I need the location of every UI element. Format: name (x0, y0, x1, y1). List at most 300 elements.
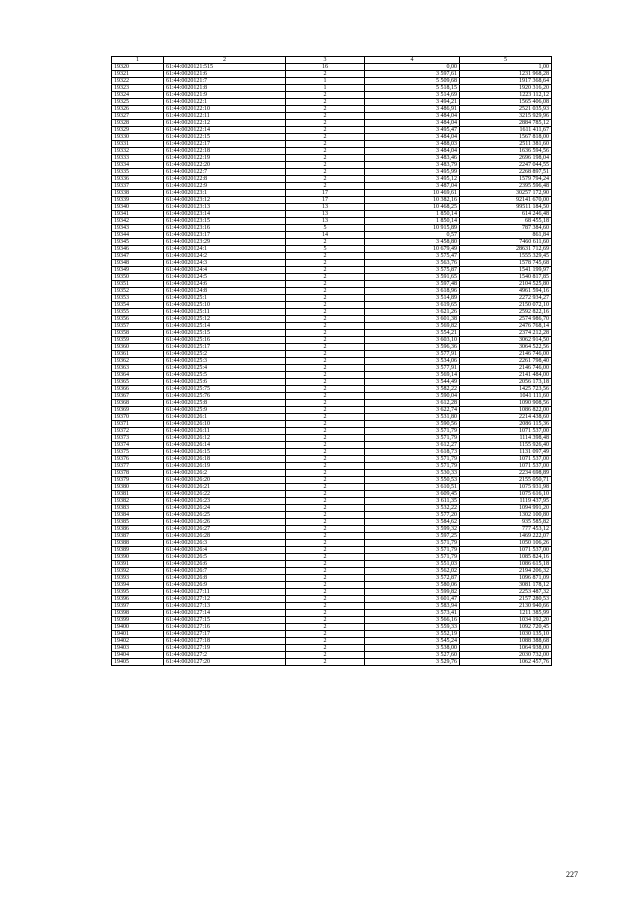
table-row (112, 141, 552, 148)
type-code-cell: 5 (286, 225, 365, 232)
table-row (112, 575, 552, 582)
type-code-cell: 2 (286, 148, 365, 155)
header-row (112, 57, 552, 64)
area-cell: 3 577,91 (365, 351, 460, 358)
table-row (112, 134, 552, 141)
value-cell: 1302 100,80 (460, 512, 552, 519)
value-cell: 1636 594,56 (460, 148, 552, 155)
table-row (112, 547, 552, 554)
type-code-cell: 2 (286, 351, 365, 358)
type-code-cell: 2 (286, 372, 365, 379)
type-code-cell: 2 (286, 344, 365, 351)
table-row (112, 309, 552, 316)
row-number-cell: 19387 (112, 533, 164, 540)
row-number-cell: 19350 (112, 274, 164, 281)
type-code-cell: 2 (286, 106, 365, 113)
area-cell: 3 569,14 (365, 372, 460, 379)
value-cell: 2253 487,32 (460, 589, 552, 596)
cadastral-number-cell: 61:44:0020122:10 (164, 106, 286, 113)
area-cell: 3 494,21 (365, 99, 460, 106)
row-number-cell: 19329 (112, 127, 164, 134)
cadastral-number-cell: 61:44:0020122:11 (164, 113, 286, 120)
row-number-cell: 19361 (112, 351, 164, 358)
value-cell: 2884 785,12 (460, 120, 552, 127)
cadastral-number-cell: 61:44:0020127:11 (164, 589, 286, 596)
table-row (112, 421, 552, 428)
area-cell: 0,57 (365, 232, 460, 239)
row-number-cell: 19328 (112, 120, 164, 127)
type-code-cell: 13 (286, 211, 365, 218)
row-number-cell: 19400 (112, 624, 164, 631)
table-row (112, 183, 552, 190)
row-number-cell: 19360 (112, 344, 164, 351)
table-row (112, 295, 552, 302)
value-cell: 1567 818,00 (460, 134, 552, 141)
table-row (112, 638, 552, 645)
area-cell: 3 571,79 (365, 428, 460, 435)
cadastral-number-cell: 61:44:0020126:18 (164, 456, 286, 463)
row-number-cell: 19353 (112, 295, 164, 302)
area-cell: 3 534,06 (365, 358, 460, 365)
type-code-cell: 17 (286, 190, 365, 197)
row-number-cell: 19391 (112, 561, 164, 568)
row-number-cell: 19324 (112, 92, 164, 99)
type-code-cell: 2 (286, 645, 365, 652)
area-cell: 3 551,03 (365, 561, 460, 568)
row-number-cell: 19335 (112, 169, 164, 176)
page-number: 227 (566, 870, 578, 879)
value-cell: 935 585,82 (460, 519, 552, 526)
table-row (112, 148, 552, 155)
value-cell: 2086 115,36 (460, 421, 552, 428)
cadastral-number-cell: 61:44:0020126:14 (164, 442, 286, 449)
row-number-cell: 19389 (112, 547, 164, 554)
table-row (112, 624, 552, 631)
value-cell: 2247 044,55 (460, 162, 552, 169)
area-cell: 3 552,19 (365, 631, 460, 638)
value-cell: 1062 457,76 (460, 659, 552, 666)
value-cell: 1425 723,56 (460, 386, 552, 393)
column-header: 4 (365, 57, 460, 64)
cadastral-number-cell: 61:44:0020122:12 (164, 120, 286, 127)
area-cell: 3 495,99 (365, 169, 460, 176)
table-row (112, 477, 552, 484)
type-code-cell: 2 (286, 617, 365, 624)
value-cell: 68 455,18 (460, 218, 552, 225)
type-code-cell: 2 (286, 505, 365, 512)
type-code-cell: 2 (286, 491, 365, 498)
value-cell: 1155 926,40 (460, 442, 552, 449)
cadastral-number-cell: 61:44:0020123:14 (164, 211, 286, 218)
cadastral-number-cell: 61:44:0020127:2 (164, 652, 286, 659)
type-code-cell: 2 (286, 659, 365, 666)
table-row (112, 393, 552, 400)
table-row (112, 358, 552, 365)
value-cell: 2146 746,00 (460, 351, 552, 358)
column-header: 3 (286, 57, 365, 64)
area-cell: 3 591,65 (365, 274, 460, 281)
area-cell: 3 495,47 (365, 127, 460, 134)
table-row (112, 484, 552, 491)
type-code-cell: 2 (286, 603, 365, 610)
value-cell: 7460 611,60 (460, 239, 552, 246)
area-cell: 3 484,04 (365, 120, 460, 127)
area-cell: 3 599,82 (365, 589, 460, 596)
table-row (112, 225, 552, 232)
type-code-cell: 2 (286, 358, 365, 365)
cadastral-number-cell: 61:44:0020126:7 (164, 568, 286, 575)
value-cell: 1071 537,00 (460, 547, 552, 554)
row-number-cell: 19390 (112, 554, 164, 561)
row-number-cell: 19365 (112, 379, 164, 386)
table-row (112, 379, 552, 386)
cadastral-number-cell: 61:44:0020125:76 (164, 393, 286, 400)
row-number-cell: 19343 (112, 225, 164, 232)
row-number-cell: 19322 (112, 78, 164, 85)
type-code-cell: 2 (286, 533, 365, 540)
value-cell: 1075 931,98 (460, 484, 552, 491)
cadastral-number-cell: 61:44:0020124:1 (164, 246, 286, 253)
table-row (112, 281, 552, 288)
row-number-cell: 19385 (112, 519, 164, 526)
table-row (112, 106, 552, 113)
cadastral-number-cell: 61:44:0020126:11 (164, 428, 286, 435)
cadastral-number-cell: 61:44:0020125:17 (164, 344, 286, 351)
area-cell: 3 527,60 (365, 652, 460, 659)
cadastral-number-cell: 61:44:0020125:11 (164, 309, 286, 316)
type-code-cell: 2 (286, 134, 365, 141)
value-cell: 1086 822,00 (460, 407, 552, 414)
area-cell: 3 571,79 (365, 456, 460, 463)
row-number-cell: 19333 (112, 155, 164, 162)
type-code-cell: 2 (286, 253, 365, 260)
cadastral-number-cell: 61:44:0020126:9 (164, 582, 286, 589)
area-cell: 3 601,38 (365, 316, 460, 323)
area-cell: 3 621,26 (365, 309, 460, 316)
row-number-cell: 19395 (112, 589, 164, 596)
type-code-cell: 2 (286, 435, 365, 442)
cadastral-number-cell: 61:44:0020122:7 (164, 169, 286, 176)
cadastral-number-cell: 61:44:0020126:2 (164, 470, 286, 477)
table-row (112, 491, 552, 498)
value-cell: 30257 172,90 (460, 190, 552, 197)
type-code-cell: 2 (286, 484, 365, 491)
table-row (112, 463, 552, 470)
table-row (112, 253, 552, 260)
table-row (112, 533, 552, 540)
cadastral-number-cell: 61:44:0020126:28 (164, 533, 286, 540)
area-cell: 3 562,02 (365, 568, 460, 575)
type-code-cell: 2 (286, 99, 365, 106)
type-code-cell: 2 (286, 127, 365, 134)
table-row (112, 652, 552, 659)
row-number-cell: 19392 (112, 568, 164, 575)
cadastral-number-cell: 61:44:0020122:15 (164, 134, 286, 141)
table-row (112, 302, 552, 309)
table-row (112, 631, 552, 638)
cadastral-number-cell: 61:44:0020121:7 (164, 78, 286, 85)
area-cell: 3 577,91 (365, 365, 460, 372)
table-row (112, 561, 552, 568)
table-row (112, 246, 552, 253)
type-code-cell: 2 (286, 330, 365, 337)
area-cell: 3 573,41 (365, 610, 460, 617)
area-cell: 3 532,22 (365, 505, 460, 512)
value-cell: 99511 184,50 (460, 204, 552, 211)
cadastral-number-cell: 61:44:0020122:18 (164, 148, 286, 155)
type-code-cell: 2 (286, 183, 365, 190)
table-row (112, 267, 552, 274)
area-cell: 3 597,25 (365, 533, 460, 540)
value-cell: 2150 072,10 (460, 302, 552, 309)
cadastral-number-cell: 61:44:0020127:16 (164, 624, 286, 631)
table-row (112, 169, 552, 176)
value-cell: 1090 908,56 (460, 400, 552, 407)
table-row (112, 330, 552, 337)
value-cell: 3064 522,56 (460, 344, 552, 351)
value-cell: 1085 824,16 (460, 554, 552, 561)
value-cell: 2056 173,18 (460, 379, 552, 386)
area-cell: 10 469,61 (365, 190, 460, 197)
row-number-cell: 19396 (112, 596, 164, 603)
row-number-cell: 19399 (112, 617, 164, 624)
type-code-cell: 2 (286, 596, 365, 603)
value-cell: 2194 206,32 (460, 568, 552, 575)
cadastral-number-cell: 61:44:0020127:17 (164, 631, 286, 638)
type-code-cell: 2 (286, 463, 365, 470)
value-cell: 2268 897,51 (460, 169, 552, 176)
value-cell: 3062 914,50 (460, 337, 552, 344)
type-code-cell: 2 (286, 554, 365, 561)
table-row (112, 176, 552, 183)
cadastral-number-cell: 61:44:0020121:515 (164, 64, 286, 71)
area-cell: 3 580,06 (365, 582, 460, 589)
area-cell: 3 584,62 (365, 519, 460, 526)
area-cell: 3 569,82 (365, 323, 460, 330)
type-code-cell: 2 (286, 162, 365, 169)
table-row (112, 645, 552, 652)
area-cell: 3 514,69 (365, 92, 460, 99)
row-number-cell: 19403 (112, 645, 164, 652)
area-cell: 3 572,87 (365, 575, 460, 582)
value-cell: 1094 991,20 (460, 505, 552, 512)
type-code-cell: 2 (286, 337, 365, 344)
area-cell: 3 486,91 (365, 106, 460, 113)
table-row (112, 288, 552, 295)
cadastral-number-cell: 61:44:0020123:12 (164, 197, 286, 204)
table-row (112, 113, 552, 120)
cadastral-number-cell: 61:44:0020123:13 (164, 204, 286, 211)
cadastral-number-cell: 61:44:0020122:17 (164, 141, 286, 148)
table-row (112, 232, 552, 239)
cadastral-number-cell: 61:44:0020121:9 (164, 92, 286, 99)
row-number-cell: 19326 (112, 106, 164, 113)
area-cell: 5 518,15 (365, 85, 460, 92)
data-table (111, 56, 552, 666)
table-row (112, 435, 552, 442)
value-cell: 1096 871,09 (460, 575, 552, 582)
type-code-cell: 2 (286, 400, 365, 407)
table-row (112, 239, 552, 246)
area-cell: 10 382,16 (365, 197, 460, 204)
row-number-cell: 19344 (112, 232, 164, 239)
value-cell: 2261 798,40 (460, 358, 552, 365)
row-number-cell: 19374 (112, 442, 164, 449)
row-number-cell: 19372 (112, 428, 164, 435)
area-cell: 3 563,76 (365, 260, 460, 267)
value-cell: 614 246,48 (460, 211, 552, 218)
type-code-cell: 2 (286, 610, 365, 617)
row-number-cell: 19351 (112, 281, 164, 288)
area-cell: 3 531,80 (365, 414, 460, 421)
cadastral-number-cell: 61:44:0020125:6 (164, 379, 286, 386)
row-number-cell: 19383 (112, 505, 164, 512)
row-number-cell: 19371 (112, 421, 164, 428)
row-number-cell: 19339 (112, 197, 164, 204)
cadastral-number-cell: 61:44:0020124:4 (164, 267, 286, 274)
type-code-cell: 2 (286, 281, 365, 288)
value-cell: 2104 525,80 (460, 281, 552, 288)
area-cell: 3 530,33 (365, 470, 460, 477)
table-row (112, 218, 552, 225)
value-cell: 3215 929,96 (460, 113, 552, 120)
table-row (112, 365, 552, 372)
row-number-cell: 19357 (112, 323, 164, 330)
row-number-cell: 19369 (112, 407, 164, 414)
value-cell: 1071 537,00 (460, 428, 552, 435)
row-number-cell: 19330 (112, 134, 164, 141)
table-row (112, 582, 552, 589)
type-code-cell: 14 (286, 232, 365, 239)
value-cell: 2272 934,27 (460, 295, 552, 302)
cadastral-number-cell: 61:44:0020125:14 (164, 323, 286, 330)
type-code-cell: 2 (286, 568, 365, 575)
area-cell: 3 583,94 (365, 603, 460, 610)
row-number-cell: 19345 (112, 239, 164, 246)
cadastral-number-cell: 61:44:0020126:20 (164, 477, 286, 484)
table-row (112, 442, 552, 449)
type-code-cell: 2 (286, 239, 365, 246)
table-row (112, 274, 552, 281)
row-number-cell: 19334 (112, 162, 164, 169)
value-cell: 1119 437,95 (460, 498, 552, 505)
table-row (112, 498, 552, 505)
value-cell: 1041 111,60 (460, 393, 552, 400)
row-number-cell: 19394 (112, 582, 164, 589)
cadastral-number-cell: 61:44:0020127:14 (164, 610, 286, 617)
type-code-cell: 2 (286, 267, 365, 274)
area-cell: 3 483,79 (365, 162, 460, 169)
row-number-cell: 19358 (112, 330, 164, 337)
value-cell: 1064 938,00 (460, 645, 552, 652)
type-code-cell: 2 (286, 260, 365, 267)
type-code-cell: 2 (286, 309, 365, 316)
table-row (112, 64, 552, 71)
value-cell: 1092 720,45 (460, 624, 552, 631)
area-cell: 3 590,56 (365, 421, 460, 428)
row-number-cell: 19367 (112, 393, 164, 400)
area-cell: 3 599,32 (365, 526, 460, 533)
table-row (112, 512, 552, 519)
row-number-cell: 19352 (112, 288, 164, 295)
row-number-cell: 19364 (112, 372, 164, 379)
type-code-cell: 17 (286, 197, 365, 204)
table-row (112, 526, 552, 533)
area-cell: 3 484,04 (365, 148, 460, 155)
row-number-cell: 19321 (112, 71, 164, 78)
table-row (112, 197, 552, 204)
area-cell: 3 544,49 (365, 379, 460, 386)
table-row (112, 456, 552, 463)
type-code-cell: 2 (286, 274, 365, 281)
type-code-cell: 5 (286, 246, 365, 253)
row-number-cell: 19393 (112, 575, 164, 582)
area-cell: 3 582,22 (365, 386, 460, 393)
cadastral-number-cell: 61:44:0020123:17 (164, 232, 286, 239)
value-cell: 2141 484,00 (460, 372, 552, 379)
value-cell: 2511 381,60 (460, 141, 552, 148)
type-code-cell: 2 (286, 421, 365, 428)
row-number-cell: 19382 (112, 498, 164, 505)
area-cell: 3 545,24 (365, 638, 460, 645)
value-cell: 1469 222,07 (460, 533, 552, 540)
type-code-cell: 2 (286, 407, 365, 414)
cadastral-number-cell: 61:44:0020126:8 (164, 575, 286, 582)
type-code-cell: 2 (286, 393, 365, 400)
value-cell: 1050 106,26 (460, 540, 552, 547)
type-code-cell: 2 (286, 113, 365, 120)
table-row (112, 344, 552, 351)
type-code-cell: 2 (286, 449, 365, 456)
value-cell: 1611 411,67 (460, 127, 552, 134)
table-row (112, 127, 552, 134)
type-code-cell: 2 (286, 302, 365, 309)
type-code-cell: 2 (286, 631, 365, 638)
value-cell: 1114 398,48 (460, 435, 552, 442)
table-row (112, 519, 552, 526)
type-code-cell: 2 (286, 582, 365, 589)
value-cell: 1211 385,99 (460, 610, 552, 617)
area-cell: 3 611,35 (365, 498, 460, 505)
area-cell: 10 679,49 (365, 246, 460, 253)
row-number-cell: 19370 (112, 414, 164, 421)
row-number-cell: 19381 (112, 491, 164, 498)
area-cell: 3 487,04 (365, 183, 460, 190)
cadastral-number-cell: 61:44:0020125:2 (164, 351, 286, 358)
value-cell: 1071 537,00 (460, 463, 552, 470)
type-code-cell: 2 (286, 141, 365, 148)
area-cell: 3 571,79 (365, 540, 460, 547)
cadastral-number-cell: 61:44:0020126:19 (164, 463, 286, 470)
value-cell: 2130 940,66 (460, 603, 552, 610)
type-code-cell: 1 (286, 78, 365, 85)
value-cell: 2395 596,48 (460, 183, 552, 190)
row-number-cell: 19348 (112, 260, 164, 267)
area-cell: 3 601,47 (365, 596, 460, 603)
row-number-cell: 19323 (112, 85, 164, 92)
row-number-cell: 19355 (112, 309, 164, 316)
type-code-cell: 2 (286, 442, 365, 449)
value-cell: 1540 817,85 (460, 274, 552, 281)
table-row (112, 211, 552, 218)
cadastral-number-cell: 61:44:0020126:15 (164, 449, 286, 456)
row-number-cell: 19320 (112, 64, 164, 71)
area-cell: 3 529,76 (365, 659, 460, 666)
type-code-cell: 2 (286, 379, 365, 386)
type-code-cell: 2 (286, 71, 365, 78)
table-row (112, 155, 552, 162)
cadastral-number-cell: 61:44:0020127:13 (164, 603, 286, 610)
